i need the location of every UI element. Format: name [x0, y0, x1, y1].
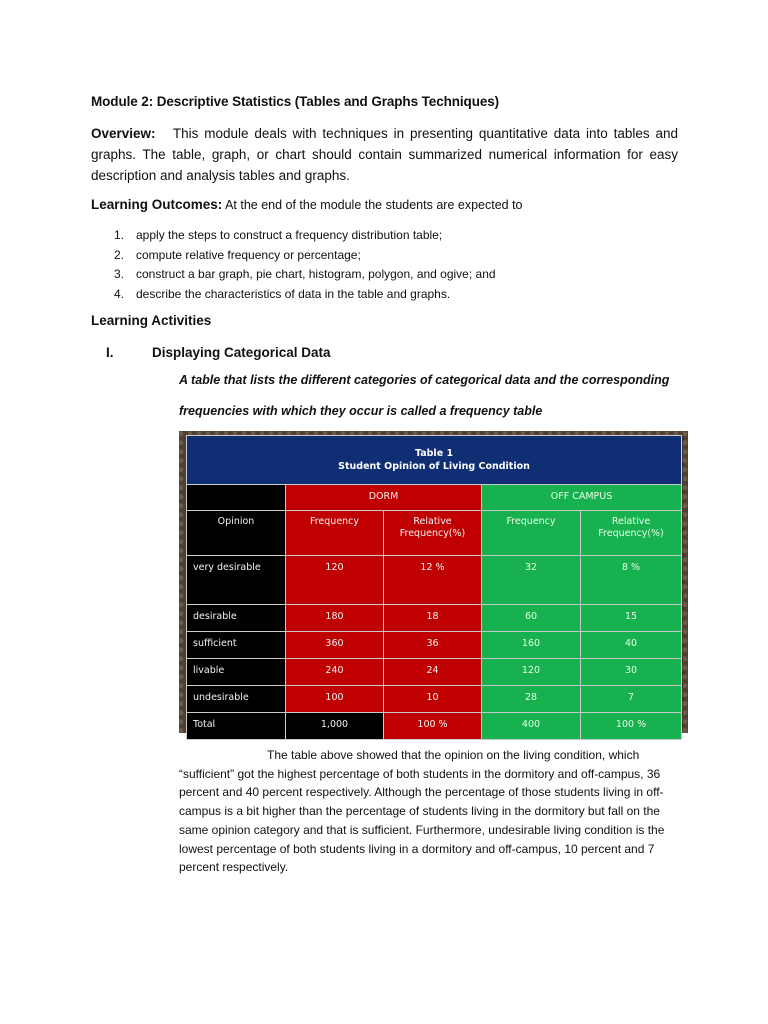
row-label: desirable	[187, 605, 286, 632]
cell-dorm-frequency: 180	[286, 605, 384, 632]
overview-text: This module deals with techniques in presenting quantitative data into tables and graphs. The table, graph, or chart should contain summarized numerical information for easy description and analysis tables and graphs.	[91, 126, 678, 183]
cell-dorm-relative: 100 %	[384, 713, 482, 740]
list-item	[114, 285, 496, 305]
cell-dorm-frequency: 240	[286, 659, 384, 686]
list-item-number: 2.	[114, 247, 125, 262]
column-header-dorm-frequency: Frequency	[286, 511, 384, 556]
list-item-number: 1.	[114, 228, 125, 242]
cell-dorm-relative: 12 %	[384, 556, 482, 605]
cell-dorm-relative: 36	[384, 632, 482, 659]
row-label: Total	[187, 713, 286, 740]
row-label: livable	[187, 659, 286, 686]
learning-activities-heading: Learning Activities	[91, 313, 212, 328]
cell-dorm-frequency: 100	[286, 686, 384, 713]
cell-dorm-frequency: 360	[286, 632, 384, 659]
overview-label: Overview:	[91, 126, 156, 141]
header-line: Relative	[611, 516, 651, 527]
list-item	[114, 246, 496, 266]
group-header-off-campus: OFF CAMPUS	[482, 485, 682, 511]
cell-dorm-frequency: 1,000	[286, 713, 384, 740]
table-row-total	[187, 713, 682, 740]
table-row	[187, 686, 682, 713]
cell-off-frequency: 28	[482, 686, 581, 713]
cell-off-relative: 100 %	[581, 713, 682, 740]
cell-off-relative: 8 %	[581, 556, 682, 605]
header-line: Frequency(%)	[598, 528, 664, 539]
frequency-table	[186, 435, 682, 740]
summary-text: The table above showed that the opinion on the living condition, which “sufficient” got the highest percentage of both students in the dormitory and off-campus, 36 percent and 40 percent respectively. Although the percentage of those students living in off-campus is a bit higher than the percentage of students living in the dormitory but fall on the same opinion category and that is sufficient. Furthermore, undesirable living condition is the lowest percentage of both students living in a dormitory and off-campus, 10 percent and 7 percent respectively.	[179, 748, 665, 875]
cell-dorm-relative: 24	[384, 659, 482, 686]
list-item-text: describe the characteristics of data in the table and graphs.	[136, 286, 451, 301]
cell-dorm-relative: 18	[384, 605, 482, 632]
list-item-text: compute relative frequency or percentage;	[136, 247, 361, 262]
module-title: Module 2: Descriptive Statistics (Tables and Graphs Techniques)	[91, 94, 500, 109]
section-number: I.	[106, 345, 114, 360]
table-corner-cell	[187, 485, 286, 511]
cell-off-frequency: 120	[482, 659, 581, 686]
header-line: Relative	[413, 516, 452, 527]
learning-outcomes-list	[114, 226, 496, 304]
table-row	[187, 556, 682, 605]
learning-outcomes-label: Learning Outcomes:	[91, 197, 223, 212]
table-caption	[187, 436, 682, 485]
summary-paragraph	[179, 746, 679, 877]
column-header-dorm-relative	[384, 511, 482, 556]
header-line: Frequency(%)	[399, 528, 466, 539]
table-row	[187, 632, 682, 659]
cell-dorm-relative: 10	[384, 686, 482, 713]
learning-outcomes-heading	[91, 197, 681, 213]
list-item-number: 3.	[114, 267, 125, 281]
table-row	[187, 659, 682, 686]
table-caption-title: Student Opinion of Living Condition	[338, 461, 530, 472]
row-label: sufficient	[187, 632, 286, 659]
overview-paragraph	[91, 123, 678, 186]
cell-off-frequency: 60	[482, 605, 581, 632]
cell-off-frequency: 160	[482, 632, 581, 659]
list-item	[114, 265, 496, 285]
row-label: undesirable	[187, 686, 286, 713]
frequency-table-image	[179, 431, 688, 733]
list-item-number: 4.	[114, 286, 125, 301]
column-header-off-frequency: Frequency	[482, 511, 581, 556]
row-label: very desirable	[187, 556, 286, 605]
learning-outcomes-intro: At the end of the module the students are expected to	[225, 198, 523, 212]
group-header-dorm: DORM	[286, 485, 482, 511]
cell-off-relative: 7	[581, 686, 682, 713]
cell-off-frequency: 32	[482, 556, 581, 605]
cell-dorm-frequency: 120	[286, 556, 384, 605]
list-item-text: construct a bar graph, pie chart, histogram, polygon, and ogive; and	[136, 267, 496, 281]
definition-line-2: frequencies with which they occur is called a frequency table	[179, 404, 543, 418]
section-title: Displaying Categorical Data	[152, 345, 331, 360]
list-item-text: apply the steps to construct a frequency distribution table;	[136, 228, 443, 242]
cell-off-relative: 40	[581, 632, 682, 659]
definition-line-1: A table that lists the different categories of categorical data and the corresponding	[179, 373, 670, 387]
table-caption-number: Table 1	[414, 448, 454, 459]
table-row	[187, 605, 682, 632]
cell-off-relative: 30	[581, 659, 682, 686]
cell-off-relative: 15	[581, 605, 682, 632]
cell-off-frequency: 400	[482, 713, 581, 740]
column-header-off-relative	[581, 511, 682, 556]
column-header-opinion: Opinion	[187, 511, 286, 556]
list-item	[114, 226, 496, 246]
